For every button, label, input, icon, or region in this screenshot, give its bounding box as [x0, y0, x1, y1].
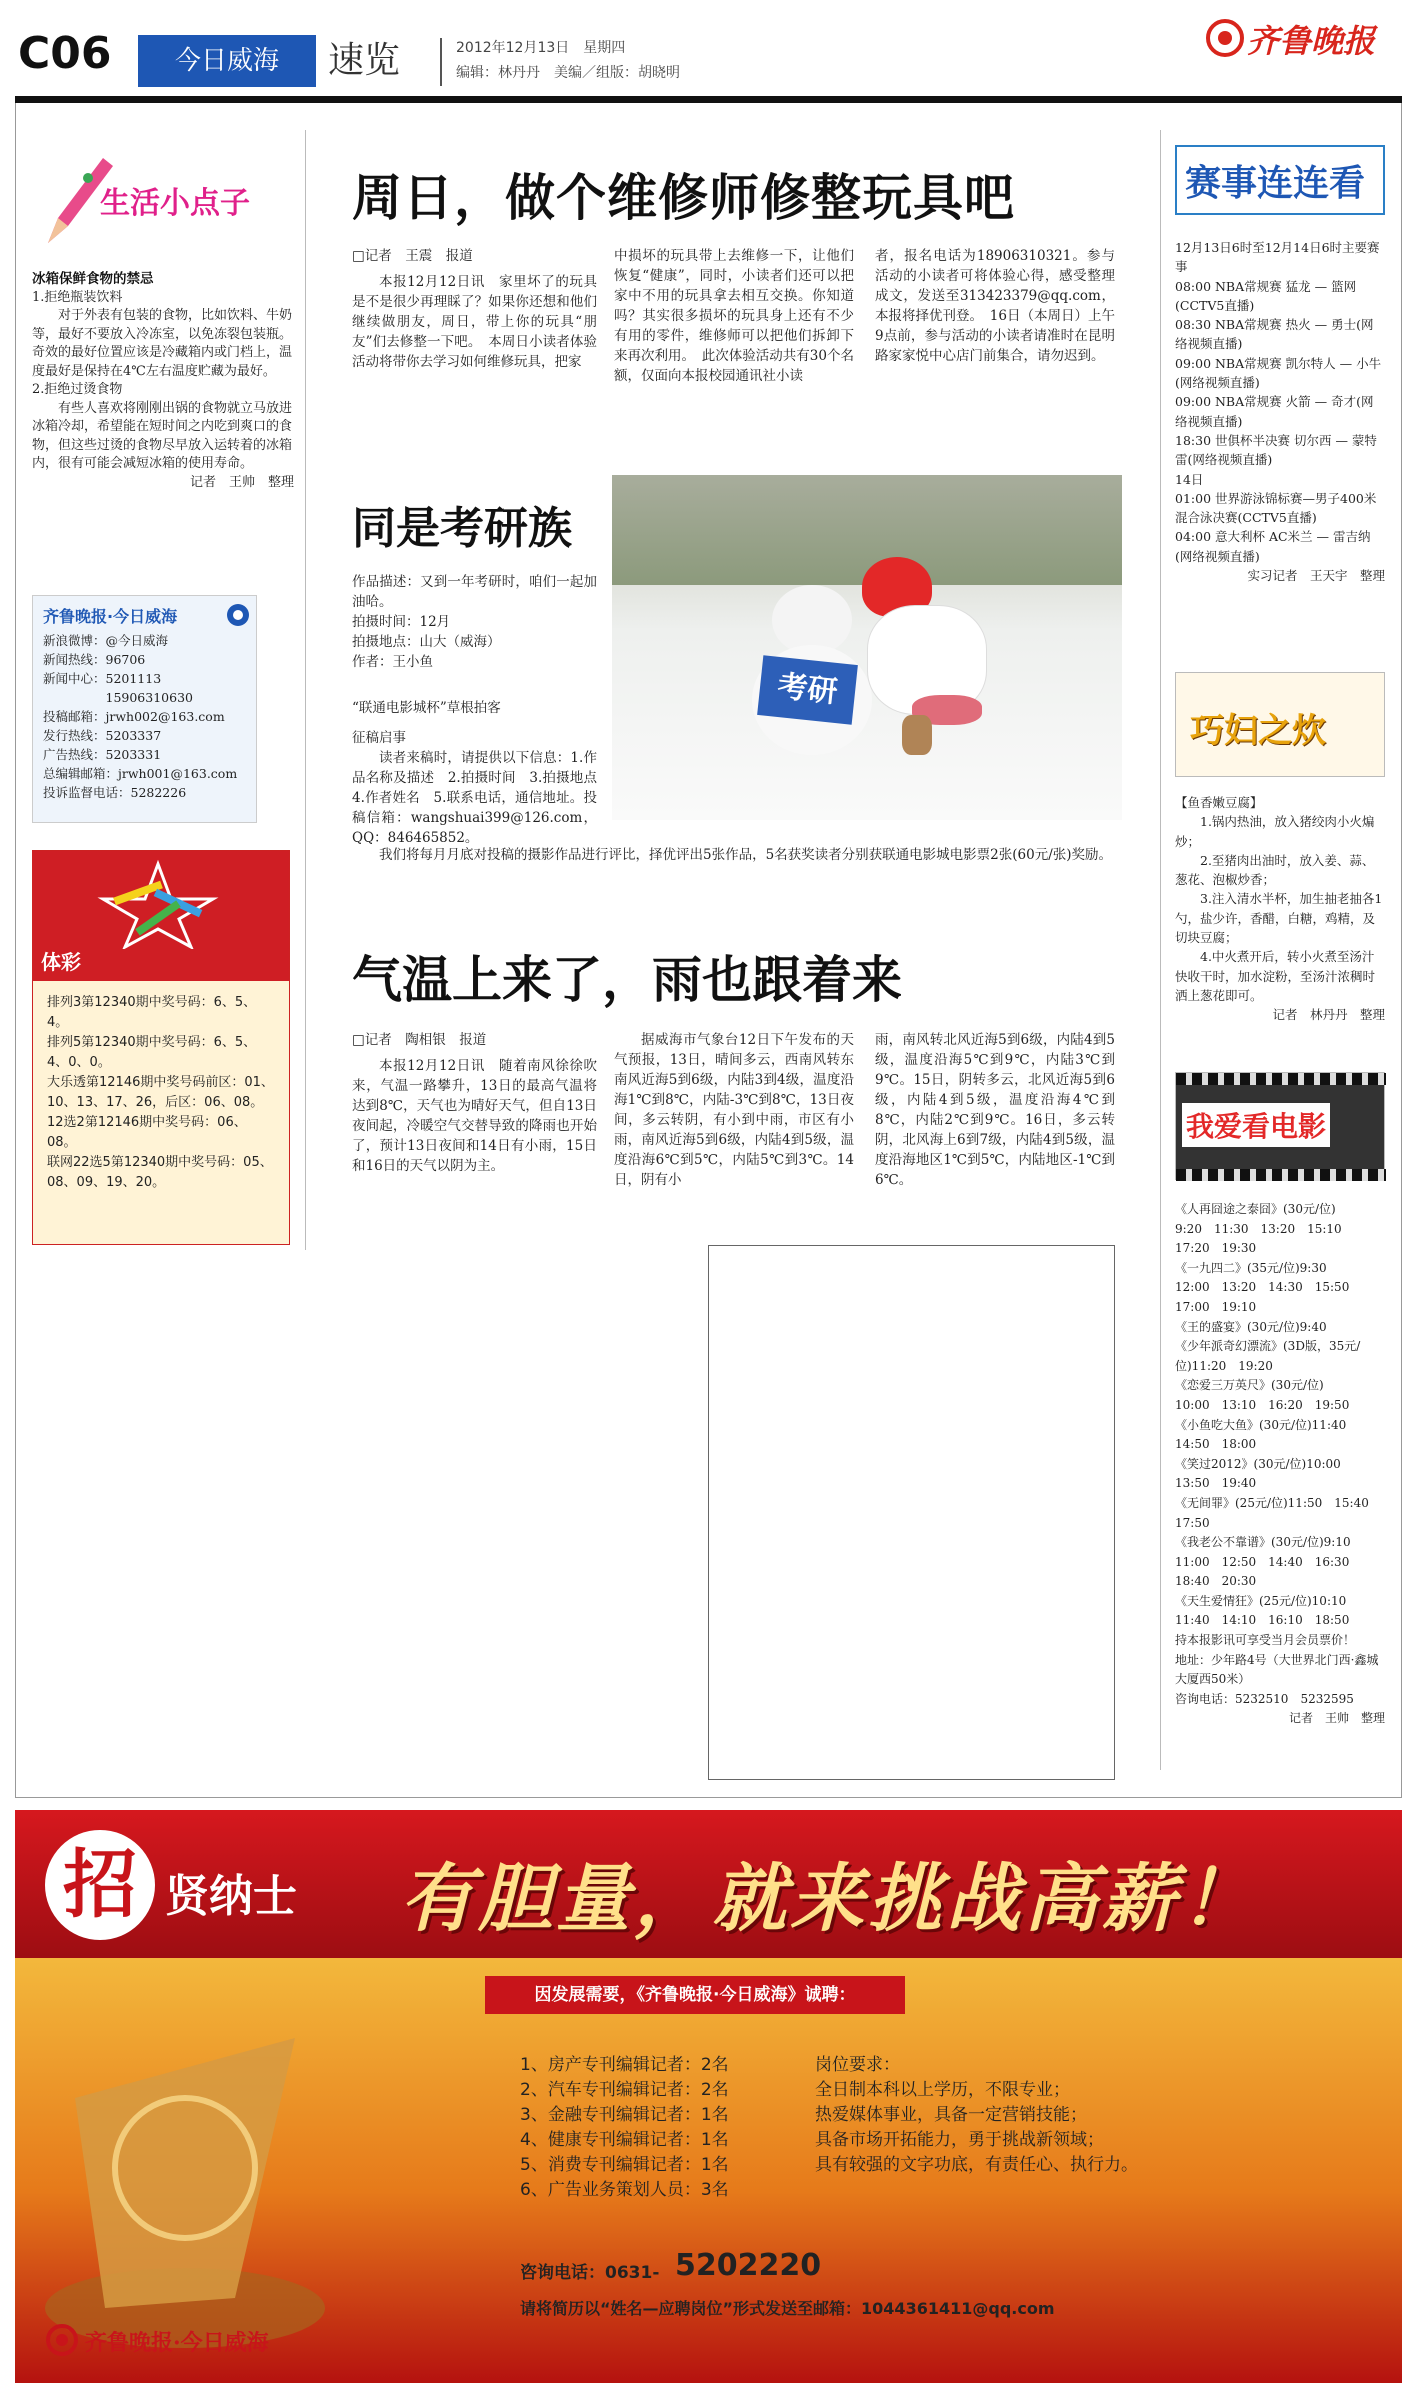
movie-line: 11:40 14:10 16:10 18:50 [1175, 1613, 1350, 1628]
lottery-line: 排列3第12340期中奖号码：6、5、4。 [47, 995, 257, 1030]
requirement-item: 具有较强的文字功底，有责任心、执行力。 [815, 2155, 1138, 2175]
tips-1-body: 对于外表有包装的食物，比如饮料、牛奶等，最好不要放入冷冻室，以免冻裂包装瓶。奇效的最好位置应该是冷藏箱内或门档上，温度最好是保持在4℃左右温度贮藏为最好。 [32, 308, 293, 379]
ad-body [15, 1958, 1402, 2383]
sports-item: 09:00 NBA常规赛 凯尔特人 — 小牛(网络视频直播) [1175, 355, 1382, 391]
contact-title: 齐鲁晚报·今日威海 [43, 607, 178, 626]
movie-logo-text: 我爱看电影 [1182, 1103, 1330, 1147]
header-divider [440, 38, 442, 86]
photo-hedge [612, 475, 1122, 585]
sports-item: 14日 [1175, 471, 1204, 487]
lottery-line: 12选2第12146期中奖号码：06、08。 [47, 1115, 247, 1150]
article2-info [352, 572, 611, 848]
article1-byline: □记者 王震 报道 [352, 248, 473, 264]
article1-col3: 者，报名电话为18906310321。参与活动的小读者可将体验心得，感受整理成文，发送至313423379@qq.com，本报将择优刊登。 16日（本周日）上午9点前，参与活动的小读者请准时在昆明路家家悦中心店门前集合，请勿迟到。 [875, 248, 1115, 364]
article3-byline: □记者 陶相银 报道 [352, 1032, 487, 1048]
requirement-item: 热爱媒体事业，具备一定营销技能； [815, 2105, 1087, 2125]
tips-title: 冰箱保鲜食物的禁忌 [32, 271, 154, 287]
article1-col1 [352, 246, 597, 372]
tips-logo-text: 生活小点子 [100, 186, 250, 221]
sports-item: 08:00 NBA常规赛 猛龙 — 篮网(CCTV5直播) [1175, 278, 1357, 313]
lottery-line: 联网22选5第12340期中奖号码：05、08、09、19、20。 [47, 1155, 273, 1190]
lottery-title: 体彩 [41, 950, 81, 974]
article2-desc: 作品描述：又到一年考研时，咱们一起加油哈。 [352, 574, 597, 610]
lottery-line: 大乐透第12146期中奖号码前区：01、10、13、17、26，后区：06、08。 [47, 1075, 274, 1110]
sports-item: 18:30 世俱杯半决赛 切尔西 — 蒙特雷(网络视频直播) [1175, 432, 1377, 468]
ad-banner [15, 1810, 1402, 1958]
movie-byline: 记者 王帅 整理 [1288, 1711, 1385, 1726]
requirement-item: 全日制本科以上学历，不限专业； [815, 2080, 1070, 2100]
job-item: 3、金融专刊编辑记者：1名 [520, 2105, 729, 2125]
movie-line: 《天生爱情狂》(25元/位)10:10 [1175, 1593, 1347, 1608]
tips-logo [38, 148, 288, 258]
recruit-ad [15, 1810, 1402, 2383]
email-line: 请将简历以“姓名—应聘岗位”形式发送至邮箱：1044361411@qq.com [520, 2299, 1055, 2318]
movie-line: 11:00 12:50 14:40 16:30 18:40 20:30 [1175, 1554, 1362, 1589]
film-strip [1176, 1073, 1386, 1085]
tips-1-head: 1.拒绝瓶装饮料 [32, 289, 123, 305]
lottery-star-icon [93, 859, 223, 949]
tips-2-head: 2.拒绝过烫食物 [32, 382, 123, 397]
cook-recipe [1175, 793, 1385, 1025]
job-item: 5、消费专刊编辑记者：1名 [520, 2155, 729, 2175]
movie-line: 地址：少年路4号（大世界北门西·鑫城大厦西50米） [1175, 1652, 1379, 1687]
job-list [520, 2053, 729, 2203]
ad-title-rest: 贤纳士 [165, 1871, 297, 1922]
article2-contest: “联通电影城杯”草根拍客 [352, 700, 501, 716]
article2-note: 我们将每月月底对投稿的摄影作品进行评比，择优评出5张作品，5名获奖读者分别获联通电影城电影票2张(60元/张)奖励。 [379, 847, 1113, 863]
cook-step: 1.锅内热油，放入猪绞肉小火煸炒； [1175, 814, 1375, 849]
phone-number: 5202220 [675, 2248, 822, 2283]
sports-logo [1175, 145, 1385, 215]
cook-title: 【鱼香嫩豆腐】 [1175, 795, 1263, 810]
section-title: 速览 [328, 40, 401, 81]
article1-text1: 本报12月12日讯 家里坏了的玩具是不是很少再理睬了？如果你还想和他们继续做朋友，周日，带上你的玩具“朋友”们去修整一下吧。 本周日小读者体验活动将带你去学习如何维修玩具，把家 [352, 274, 597, 370]
cook-logo [1175, 672, 1385, 777]
sports-intro: 12月13日6时至12月14日6时主要赛事 [1175, 240, 1380, 275]
article1-title: 周日，做个维修师修整玩具吧 [352, 169, 1015, 227]
article2-call-head: 征稿启事 [352, 730, 406, 746]
tips-2-body: 有些人喜欢将刚刚出锅的食物就立马放进冰箱冷却，希望能在短时间之内吃到爽口的食物，但这些过烫的食物尽早放入运转着的冰箱内，很有可能会减短冰箱的使用寿命。 [32, 400, 293, 471]
date-line: 2012年12月13日 星期四 [456, 40, 626, 56]
movie-line: 12:00 13:20 14:30 15:50 17:00 19:10 [1175, 1280, 1362, 1314]
movie-listings [1175, 1200, 1385, 1729]
article1-col2: 中损坏的玩具带上去维修一下，让他们恢复“健康”，同时，小读者们还可以把家中不用的玩具拿去相互交换。你知道吗？其实很多损坏的玩具身上还有不少有用的零件，维修师可以把他们拆卸下来再次利用。 此次体验活动共有30个名额，仅面向本报校园通讯社小读 [614, 248, 854, 384]
lottery-results [33, 981, 289, 1244]
movie-line: 《小鱼吃大鱼》(30元/位)11:40 [1175, 1417, 1347, 1432]
lottery-box [32, 850, 290, 1245]
movie-line: 《一九四二》(35元/位)9:30 [1175, 1260, 1327, 1275]
movie-line: 10:00 13:10 16:20 19:50 [1175, 1397, 1350, 1412]
sports-item: 08:30 NBA常规赛 热火 — 勇士(网络视频直播) [1175, 317, 1374, 352]
editors-line: 编辑：林丹丹 美编／组版：胡晓明 [456, 65, 680, 81]
sports-item: 01:00 世界游泳锦标赛—男子400米混合泳决赛(CCTV5直播) [1175, 490, 1377, 526]
article2-place: 拍摄地点：山大（威海） [352, 634, 501, 650]
seal-icon [225, 602, 251, 628]
brand-logo-icon [45, 2323, 79, 2357]
movie-line: 持本报影讯可享受当月会员票价！ [1175, 1633, 1356, 1648]
cook-step: 3.注入清水半杯，加生抽老抽各1勺，盐少许，香醋，白糖，鸡精，及切块豆腐； [1175, 891, 1383, 946]
article3-col2: 据威海市气象台12日下午发布的天气预报，13日，晴间多云，西南风转东南风近海5到6级，内陆3到4级，温度沿海1℃到8℃，内陆-3℃到8℃，13日夜间，多云转阴，有小到中雨，市区有小雨，南风近海5到6级，内陆4到5级，温度沿海6℃到5℃，内陆5℃到3℃。14日，阴有小 [614, 1032, 854, 1188]
movie-line: 9:20 11:30 13:20 15:10 17:20 19:30 [1175, 1221, 1354, 1256]
article2-author: 作者：王小鱼 [352, 654, 433, 670]
sports-logo-text: 赛事连连看 [1185, 163, 1366, 204]
article2-title: 同是考研族 [352, 503, 572, 554]
job-item: 4、健康专刊编辑记者：1名 [520, 2130, 729, 2150]
job-item: 1、房产专刊编辑记者：2名 [520, 2055, 729, 2075]
movie-line: 《少年派奇幻漂流》(3D版，35元/位)11:20 19:20 [1175, 1339, 1361, 1373]
movie-logo [1175, 1072, 1385, 1180]
movie-line: 《我老公不靠谱》(30元/位)9:10 [1175, 1535, 1351, 1550]
ad-intro: 因发展需要，《齐鲁晚报·今日威海》诚聘： [485, 1976, 905, 2014]
contact-line: 15906310630 [43, 690, 193, 705]
article2-time: 拍摄时间：12月 [352, 614, 451, 630]
lottery-line: 排列5第12340期中奖号码：6、5、4、0、0。 [47, 1035, 257, 1070]
header-rule [15, 96, 1402, 103]
ad-title-char: 招 [45, 1830, 155, 1940]
contact-line: 发行热线：5203337 [43, 728, 162, 743]
movie-line: 咨询电话：5232510 5232595 [1175, 1691, 1354, 1706]
article3-title: 气温上来了，雨也跟着来 [352, 951, 902, 1009]
movie-line: 13:50 19:40 [1175, 1476, 1257, 1491]
tips-article [32, 270, 294, 492]
cook-step: 4.中火煮开后，转小火煮至汤汁快收干时，加水淀粉，至汤汁浓稠时洒上葱花即可。 [1175, 949, 1376, 1003]
requirement-head: 岗位要求： [815, 2055, 900, 2075]
newspaper-logo: 齐鲁晚报 [1247, 22, 1376, 60]
sports-item: 04:00 意大利杯 AC米兰 — 雷吉纳(网络视频直播) [1175, 529, 1371, 564]
person-boot [902, 715, 932, 755]
contact-box [32, 595, 257, 823]
sundial-icon [35, 1978, 335, 2358]
contact-line: 新闻中心：5201113 [43, 671, 162, 686]
sports-schedule [1175, 238, 1385, 585]
movie-line: 《人再囧途之泰囧》(30元/位) [1175, 1202, 1336, 1216]
contact-line: 新浪微博：@今日威海 [43, 633, 169, 648]
movie-line: 《无间罪》(25元/位)11:50 15:40 17:50 [1175, 1495, 1381, 1530]
sports-item: 09:00 NBA常规赛 火箭 — 奇才(网络视频直播) [1175, 394, 1374, 429]
cook-logo-text: 巧妇之炊 [1190, 711, 1326, 751]
movie-line: 《王的盛宴》(30元/位)9:40 [1175, 1319, 1327, 1334]
page-code: C06 [18, 28, 112, 79]
requirement-list [815, 2053, 1138, 2178]
movie-line: 《恋爱三万英尺》(30元/位) [1175, 1378, 1324, 1393]
section-tab: 今日威海 [138, 35, 316, 87]
logo-icon [1205, 18, 1245, 58]
article2-call-body: 读者来稿时，请提供以下信息：1.作品名称及描述 2.拍摄时间 3.拍摄地点 4.作者姓名 5.联系电话，通信地址。投稿信箱：wangshuai399@126.com，QQ：846465852。 [352, 750, 611, 846]
photo-sign: 考研 [757, 655, 858, 725]
requirement-item: 具备市场开拓能力，勇于挑战新领域； [815, 2130, 1104, 2150]
snowman-photo [612, 475, 1122, 820]
column-divider [1160, 130, 1161, 1770]
article3-col1 [352, 1030, 597, 1176]
contact-line: 投诉监督电话：5282226 [43, 785, 187, 800]
ad-slogan: 有胆量，就来挑战高薪！ [400, 1856, 1258, 1942]
lottery-header [33, 851, 289, 981]
sports-byline: 实习记者 王天宇 整理 [1247, 568, 1385, 584]
ad-brand: 齐鲁晚报·今日威海 [85, 2330, 269, 2356]
contact-line: 广告热线：5203331 [43, 747, 162, 762]
column-divider [305, 130, 306, 1250]
article3-text1: 本报12月12日讯 随着南风徐徐吹来，气温一路攀升，13日的最高气温将达到8℃，天气也为晴好天气，但自13日夜间起，冷暖空气交替导致的降雨也开始了，预计13日夜间和14日有小雨，15日和16日的天气以阴为主。 [352, 1058, 597, 1174]
page-header [0, 0, 1417, 95]
contact-line: 总编辑邮箱：jrwh001@163.com [43, 766, 238, 781]
film-strip [1176, 1169, 1386, 1181]
movie-line: 14:50 18:00 [1175, 1437, 1257, 1452]
cook-step: 2.至猪肉出油时，放入姜、蒜、葱花、泡椒炒香； [1175, 852, 1375, 888]
tips-byline: 记者 王帅 整理 [189, 474, 294, 490]
job-item: 6、广告业务策划人员：3名 [520, 2180, 729, 2200]
job-item: 2、汽车专刊编辑记者：2名 [520, 2080, 729, 2100]
cook-byline: 记者 林丹丹 整理 [1272, 1007, 1385, 1023]
contact-line: 新闻热线：96706 [43, 652, 146, 667]
contact-line: 投稿邮箱：jrwh002@163.com [43, 709, 225, 724]
phone-label: 咨询电话：0631- [520, 2263, 660, 2283]
blank-ad-box [708, 1245, 1115, 1780]
movie-line: 《笑过2012》(30元/位)10:00 [1175, 1456, 1341, 1471]
article3-col3: 雨，南风转北风近海5到6级，内陆4到5级，温度沿海5℃到9℃，内陆3℃到9℃。15日，阴转多云，北风近海5到6级，内陆4到5级，温度沿海4℃到8℃，内陆2℃到9℃。16日，多云转阴，北风海上6到7级，内陆4到5级，温度沿海地区1℃到5℃，内陆地区-1℃到6℃。 [875, 1032, 1115, 1188]
